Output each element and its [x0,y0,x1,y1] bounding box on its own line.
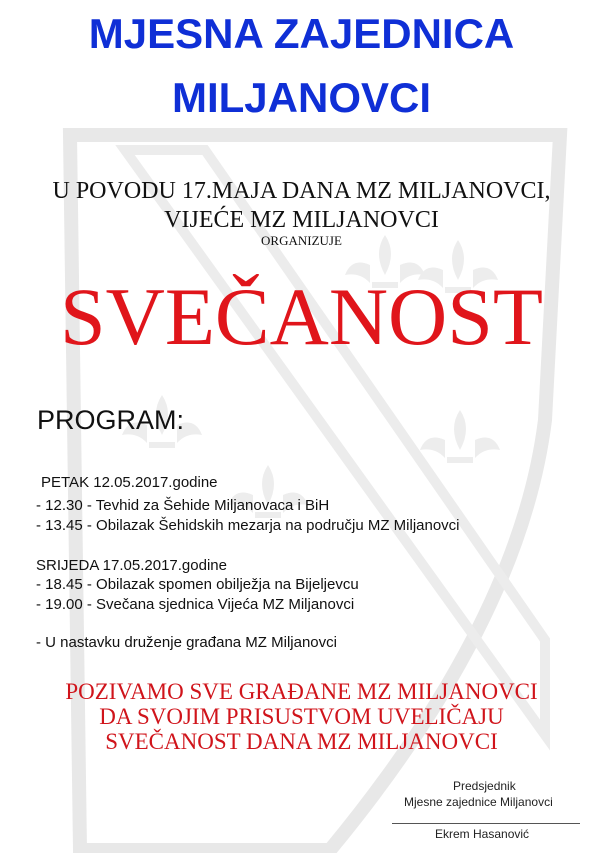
day1-label: PETAK 12.05.2017.godine [41,474,218,491]
event-title: SVEČANOST [60,271,543,362]
invitation-line-3: SVEČANOST DANA MZ MILJANOVCI [105,729,498,754]
intro-line-1: U POVODU 17.MAJA DANA MZ MILJANOVCI, [52,178,551,204]
program-note: - U nastavku druženje građana MZ Miljanovci [36,634,337,651]
signature-name: Ekrem Hasanović [435,827,530,841]
lily-icon [420,410,500,463]
title-line-2: MILJANOVCI [171,74,431,121]
day2-item-2: - 19.00 - Svečana sjednica Vijeća MZ Miljanovci [36,596,355,613]
intro-organizes: ORGANIZUJE [261,233,342,248]
signature-role-line-2: Mjesne zajednice Miljanovci [404,795,553,809]
day2-label: SRIJEDA 17.05.2017.godine [36,557,227,574]
program-heading: PROGRAM: [37,405,185,435]
signature-role-line-1: Predsjednik [453,779,516,793]
invitation-line-1: POZIVAMO SVE GRAĐANE MZ MILJANOVCI [65,679,538,704]
day2-item-1: - 18.45 - Obilazak spomen obilježja na Bijeljevcu [36,576,359,593]
day1-item-2: - 13.45 - Obilazak Šehidskih mezarja na području MZ Miljanovci [36,517,460,534]
intro-line-2: VIJEĆE MZ MILJANOVCI [164,207,439,233]
invitation-line-2: DA SVOJIM PRISUSTVOM UVELIČAJU [99,704,504,729]
signature-line [392,823,580,824]
day1-item-1: - 12.30 - Tevhid za Šehide Miljanovaca i BiH [36,497,330,514]
title-line-1: MJESNA ZAJEDNICA [88,10,515,57]
